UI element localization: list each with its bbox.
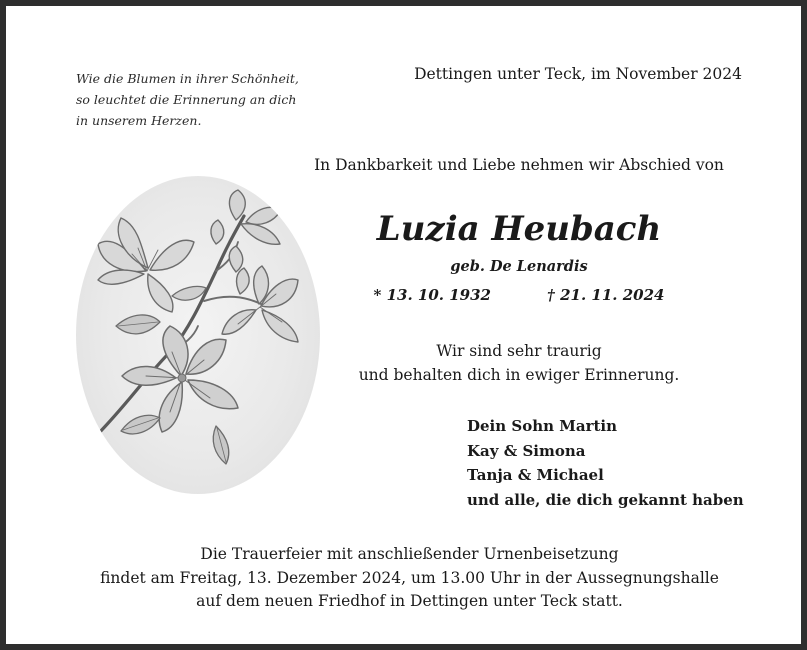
flower-sketch-icon	[76, 176, 320, 494]
mourner-entry: Dein Sohn Martin	[467, 417, 618, 435]
motto-line: in unserem Herzen.	[76, 113, 202, 128]
motto-line: so leuchtet die Erinnerung an dich	[76, 92, 297, 107]
mourner-entry: und alle, die dich gekannt haben	[467, 490, 744, 509]
service-line: Die Trauerfeier mit anschließender Urnenbeisetzung	[200, 545, 619, 563]
place-and-date: Dettingen unter Teck, im November 2024	[414, 65, 742, 83]
motto-line: Wie die Blumen in ihrer Schönheit,	[76, 71, 299, 86]
mourning-line: und behalten dich in ewiger Erinnerung.	[358, 366, 680, 384]
mourner-entry: Kay & Simona	[467, 441, 586, 460]
service-line: findet am Freitag, 13. Dezember 2024, um 13.00 Uhr in der Aussegnungshalle	[100, 568, 719, 587]
death-date: † 21. 11. 2024	[547, 286, 665, 304]
life-dates	[306, 286, 732, 304]
mourner-entry: Tanja & Michael	[467, 466, 604, 484]
mourning-line: Wir sind sehr traurig	[436, 342, 602, 360]
flower-sketch-image	[76, 176, 320, 494]
mourning-text	[306, 339, 732, 387]
motto-quote	[76, 68, 299, 131]
deceased-name: Luzia Heubach	[376, 209, 662, 249]
funeral-service-info	[36, 543, 783, 614]
service-line: auf dem neuen Friedhof in Dettingen unter Teck statt.	[196, 592, 623, 610]
birth-date: * 13. 10. 1932	[373, 286, 491, 304]
birth-name: geb. De Lenardis	[450, 258, 588, 275]
farewell-intro: In Dankbarkeit und Liebe nehmen wir Abschied von	[314, 156, 724, 174]
mourners-list	[467, 414, 744, 512]
